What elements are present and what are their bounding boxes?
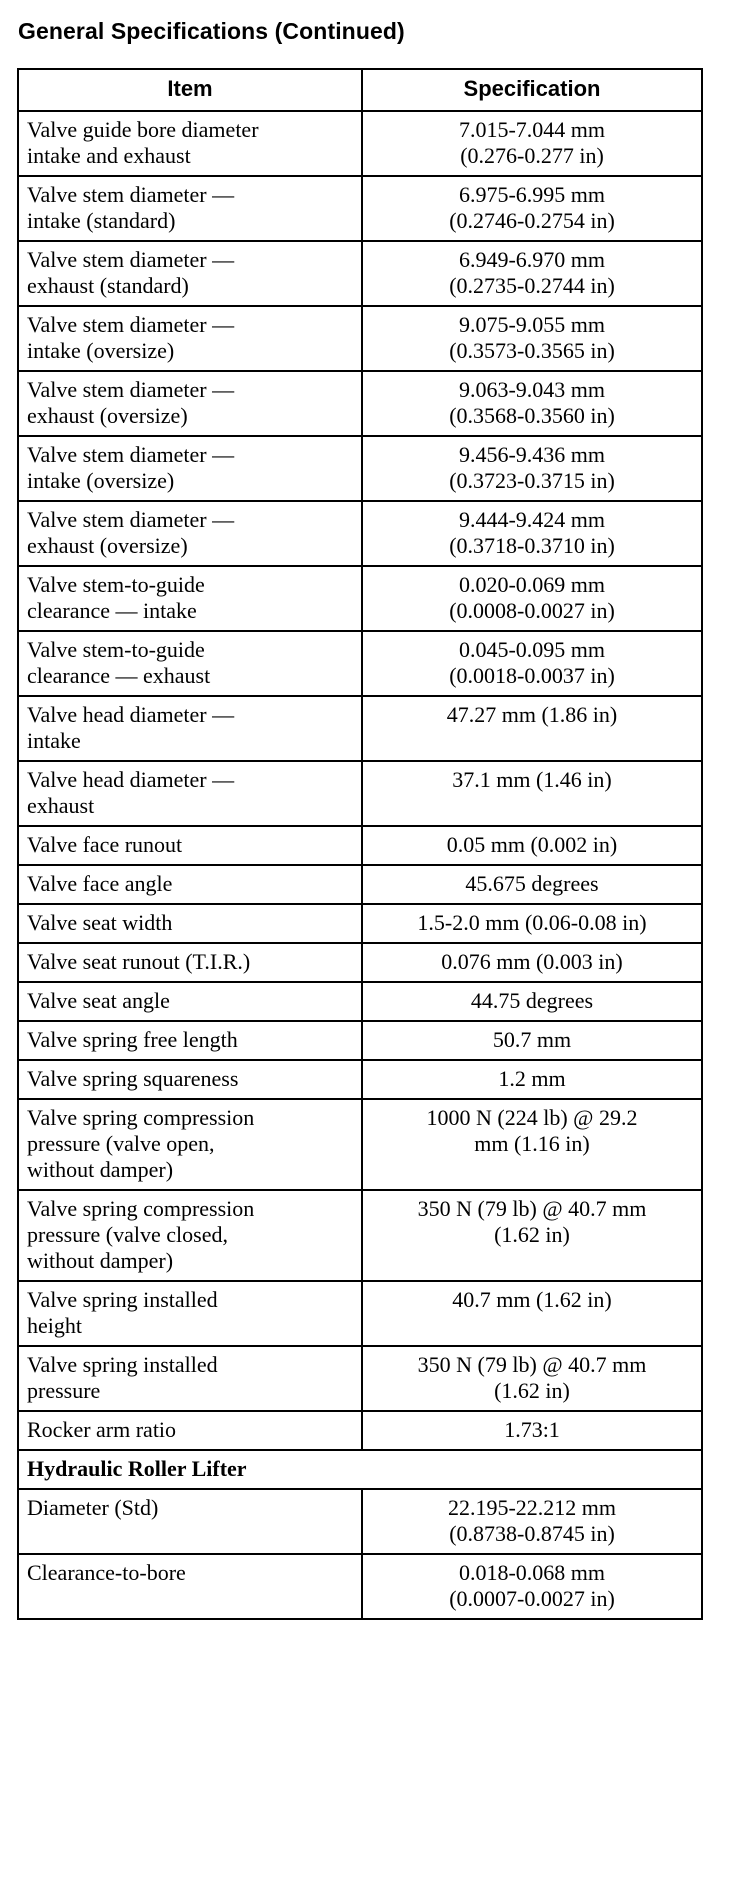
table-row [18,1281,702,1346]
item-cell [18,761,362,826]
specification-text: 37.1 mm (1.46 in) [452,767,612,792]
item-text: Valve stem diameter — [27,507,235,532]
specification-text: 0.05 mm (0.002 in) [446,832,618,857]
specification-text: (0.276-0.277 in) [460,143,604,168]
item-text: Valve spring free length [27,1027,238,1052]
specification-cell [362,1489,702,1554]
item-cell [18,1190,362,1281]
specification-text: (1.62 in) [494,1378,570,1403]
item-text: Valve spring compression [27,1105,255,1130]
table-row [18,501,702,566]
item-cell [18,176,362,241]
specification-cell [362,306,702,371]
specification-text: (0.2735-0.2744 in) [449,273,615,298]
specification-text: 0.018-0.068 mm [458,1560,606,1585]
specification-cell [362,371,702,436]
specification-cell [362,865,702,904]
specification-text: 1000 N (224 lb) @ 29.2 [426,1105,638,1130]
specification-text: 6.949-6.970 mm [458,247,606,272]
item-text: pressure (valve closed, [27,1222,228,1247]
item-text: Diameter (Std) [27,1495,159,1520]
specification-cell [362,1021,702,1060]
specification-text: 1.73:1 [504,1417,560,1442]
specification-cell [362,904,702,943]
item-text: Valve stem diameter — [27,442,235,467]
section-header: Hydraulic Roller Lifter [18,1450,702,1489]
specification-text: 9.075-9.055 mm [458,312,606,337]
specification-cell [362,1554,702,1619]
item-cell [18,1281,362,1346]
specification-text: 0.045-0.095 mm [458,637,606,662]
item-cell [18,826,362,865]
specification-text: mm (1.16 in) [474,1131,590,1156]
specification-text: 1.5-2.0 mm (0.06-0.08 in) [417,910,647,935]
table-row [18,826,702,865]
specification-cell [362,1060,702,1099]
table-row [18,436,702,501]
item-text: exhaust (oversize) [27,403,188,428]
item-text: Valve seat angle [27,988,170,1013]
item-text: Valve guide bore diameter [27,117,259,142]
item-text: exhaust (standard) [27,273,189,298]
specification-text: 1.2 mm [498,1066,566,1091]
item-cell [18,111,362,176]
item-text: intake (oversize) [27,468,175,493]
item-text: Valve spring installed [27,1287,218,1312]
specification-cell [362,631,702,696]
specification-text: 40.7 mm (1.62 in) [452,1287,612,1312]
item-text: intake (standard) [27,208,176,233]
item-cell [18,306,362,371]
table-row [18,865,702,904]
item-cell [18,1554,362,1619]
item-text: Valve stem diameter — [27,312,235,337]
item-text: Valve seat width [27,910,173,935]
item-cell [18,904,362,943]
specification-text: (0.3568-0.3560 in) [449,403,615,428]
item-text: exhaust (oversize) [27,533,188,558]
item-text: Valve stem diameter — [27,182,235,207]
specification-text: 44.75 degrees [470,988,594,1013]
specification-text: (0.8738-0.8745 in) [449,1521,615,1546]
specification-text: (0.0008-0.0027 in) [449,598,615,623]
item-cell [18,943,362,982]
specification-cell [362,761,702,826]
item-text: intake and exhaust [27,143,191,168]
specification-text: 350 N (79 lb) @ 40.7 mm [417,1352,647,1377]
table-row [18,1489,702,1554]
item-cell [18,1411,362,1450]
item-text: clearance — exhaust [27,663,211,688]
table-row [18,982,702,1021]
table-body [18,111,702,1619]
item-text: Clearance-to-bore [27,1560,186,1585]
specification-text: 0.076 mm (0.003 in) [441,949,623,974]
item-cell [18,1346,362,1411]
item-cell [18,1489,362,1554]
specification-text: (0.2746-0.2754 in) [449,208,615,233]
table-row [18,1060,702,1099]
item-text: Valve stem diameter — [27,247,235,272]
specification-cell [362,1411,702,1450]
item-text: pressure [27,1378,101,1403]
table-header-row [18,69,702,111]
specification-text: 9.063-9.043 mm [458,377,606,402]
item-text: Rocker arm ratio [27,1417,177,1442]
specifications-table [17,68,703,1620]
item-text: Valve spring squareness [27,1066,239,1091]
table-row [18,761,702,826]
specification-cell [362,826,702,865]
table-row [18,241,702,306]
table-row [18,696,702,761]
section-header-row [18,1450,702,1489]
specification-cell [362,1099,702,1190]
item-text: Valve head diameter — [27,767,235,792]
column-header-specification: Specification [362,69,702,111]
table-row [18,1554,702,1619]
table-row [18,1411,702,1450]
item-text: without damper) [27,1248,174,1273]
specification-text: (1.62 in) [494,1222,570,1247]
item-text: exhaust [27,793,95,818]
item-text: Valve seat runout (T.I.R.) [27,949,251,974]
item-text: Valve stem diameter — [27,377,235,402]
item-text: intake [27,728,81,753]
specification-cell [362,176,702,241]
item-cell [18,865,362,904]
item-text: Valve face angle [27,871,173,896]
page-title: General Specifications (Continued) [18,18,405,44]
table-row [18,1346,702,1411]
table-row [18,943,702,982]
specification-cell [362,943,702,982]
item-text: Valve spring compression [27,1196,255,1221]
item-cell [18,631,362,696]
table-row [18,1099,702,1190]
specification-text: 6.975-6.995 mm [458,182,606,207]
specification-cell [362,501,702,566]
table-row [18,176,702,241]
item-text: intake (oversize) [27,338,175,363]
specification-text: 0.020-0.069 mm [458,572,606,597]
item-cell [18,436,362,501]
item-text: Valve spring installed [27,1352,218,1377]
specification-cell [362,696,702,761]
specification-cell [362,566,702,631]
table-row [18,1021,702,1060]
table-row [18,566,702,631]
item-cell [18,371,362,436]
item-cell [18,241,362,306]
item-cell [18,1021,362,1060]
specification-text: (0.3718-0.3710 in) [449,533,615,558]
table-row [18,111,702,176]
item-cell [18,982,362,1021]
specification-text: (0.0018-0.0037 in) [449,663,615,688]
item-cell [18,1099,362,1190]
item-text: pressure (valve open, [27,1131,215,1156]
item-cell [18,696,362,761]
specification-text: 45.675 degrees [465,871,599,896]
specification-text: 7.015-7.044 mm [458,117,606,142]
specification-cell [362,241,702,306]
specification-text: 47.27 mm (1.86 in) [446,702,618,727]
item-text: Valve face runout [27,832,183,857]
table-row [18,1190,702,1281]
table-row [18,371,702,436]
item-text: Valve head diameter — [27,702,235,727]
specification-text: 350 N (79 lb) @ 40.7 mm [417,1196,647,1221]
specification-cell [362,111,702,176]
specification-text: (0.0007-0.0027 in) [449,1586,615,1611]
specification-text: 22.195-22.212 mm [447,1495,617,1520]
specification-text: (0.3573-0.3565 in) [449,338,615,363]
specification-cell [362,1346,702,1411]
item-text: clearance — intake [27,598,197,623]
specification-cell [362,982,702,1021]
specification-text: 50.7 mm [492,1027,572,1052]
table-row [18,306,702,371]
item-text: Valve stem-to-guide [27,572,205,597]
item-cell [18,566,362,631]
specification-cell [362,1281,702,1346]
item-cell [18,1060,362,1099]
specification-cell [362,1190,702,1281]
column-header-item: Item [18,69,362,111]
specification-text: 9.444-9.424 mm [458,507,606,532]
item-text: height [27,1313,82,1338]
table-row [18,631,702,696]
specification-cell [362,436,702,501]
specification-text: 9.456-9.436 mm [458,442,606,467]
table-row [18,904,702,943]
item-text: Valve stem-to-guide [27,637,205,662]
item-cell [18,501,362,566]
specification-text: (0.3723-0.3715 in) [449,468,615,493]
item-text: without damper) [27,1157,174,1182]
